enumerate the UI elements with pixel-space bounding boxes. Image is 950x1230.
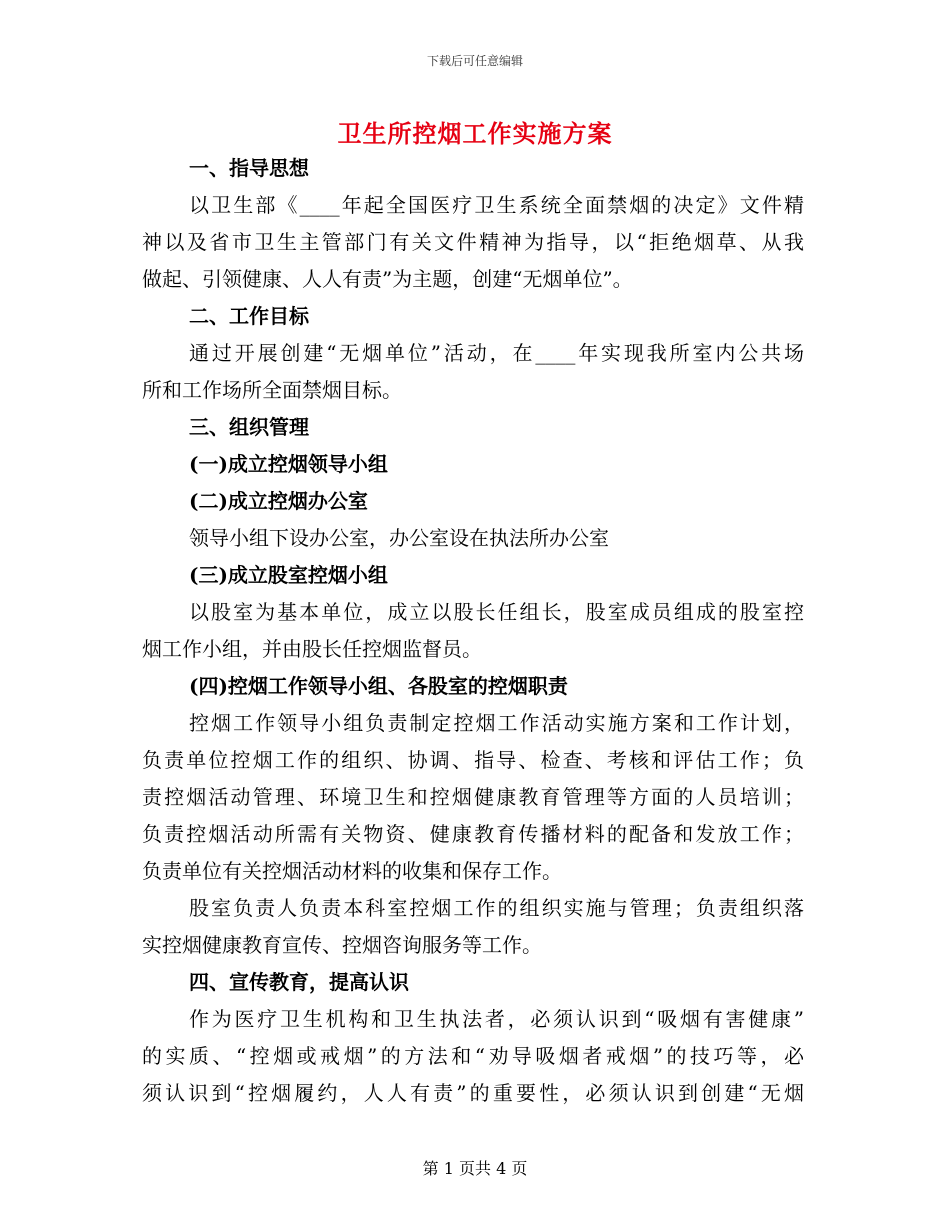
paragraph-line: 控烟工作领导小组负责制定控烟工作活动实施方案和工作计划， [189,711,804,735]
paragraph-line: 负责单位控烟工作的组织、协调、指导、检查、考核和评估工作；负 [142,748,804,772]
paragraph-line: 神以及省市卫生主管部门有关文件精神为指导，以“拒绝烟草、从我 [142,230,804,254]
paragraph-line: 须认识到“控烟履约，人人有责”的重要性，必须认识到创建“无烟 [142,1081,804,1105]
page-header: 下载后可任意编辑 [426,54,523,68]
paragraph-line: 所和工作场所全面禁烟目标。 [142,378,402,402]
paragraph-line: 做起、引领健康、人人有责”为主题，创建“无烟单位”。 [142,267,633,291]
paragraph-line: 负责单位有关控烟活动材料的收集和保存工作。 [142,859,562,883]
section-heading-work-goals: 二、工作目标 [189,304,309,328]
paragraph-line: 作为医疗卫生机构和卫生执法者，必须认识到“吸烟有害健康” [189,1007,804,1031]
page-number: 第 1 页共 4 页 [422,1159,528,1178]
subsection-heading: (一)成立控烟领导小组 [189,452,388,476]
paragraph-line: 责控烟活动管理、环境卫生和控烟健康教育管理等方面的人员培训； [142,785,804,809]
section-heading-guiding-ideology: 一、指导思想 [189,156,309,180]
paragraph-line: 以股室为基本单位，成立以股长任组长，股室成员组成的股室控 [189,600,804,624]
subsection-heading: (三)成立股室控烟小组 [189,563,388,587]
subsection-heading: (四)控烟工作领导小组、各股室的控烟职责 [189,674,568,698]
paragraph-line: 股室负责人负责本科室控烟工作的组织实施与管理；负责组织落 [189,896,804,920]
paragraph-line: 的实质、“控烟或戒烟”的方法和“劝导吸烟者戒烟”的技巧等，必 [142,1044,804,1068]
paragraph-line: 负责控烟活动所需有关物资、健康教育传播材料的配备和发放工作； [142,822,804,846]
section-heading-publicity: 四、宣传教育，提高认识 [189,970,409,994]
document-body [142,150,804,1112]
section-heading-organization: 三、组织管理 [189,415,309,439]
paragraph-line: 实控烟健康教育宣传、控烟咨询服务等工作。 [142,933,542,957]
subsection-heading: (二)成立控烟办公室 [189,489,368,513]
paragraph-line: 通过开展创建“无烟单位”活动，在____年实现我所室内公共场 [189,341,804,365]
document-title: 卫生所控烟工作实施方案 [337,119,613,148]
paragraph-line: 以卫生部《____年起全国医疗卫生系统全面禁烟的决定》文件精 [189,193,804,217]
paragraph-line: 烟工作小组，并由股长任控烟监督员。 [142,637,482,661]
paragraph-line: 领导小组下设办公室，办公室设在执法所办公室 [189,526,609,550]
